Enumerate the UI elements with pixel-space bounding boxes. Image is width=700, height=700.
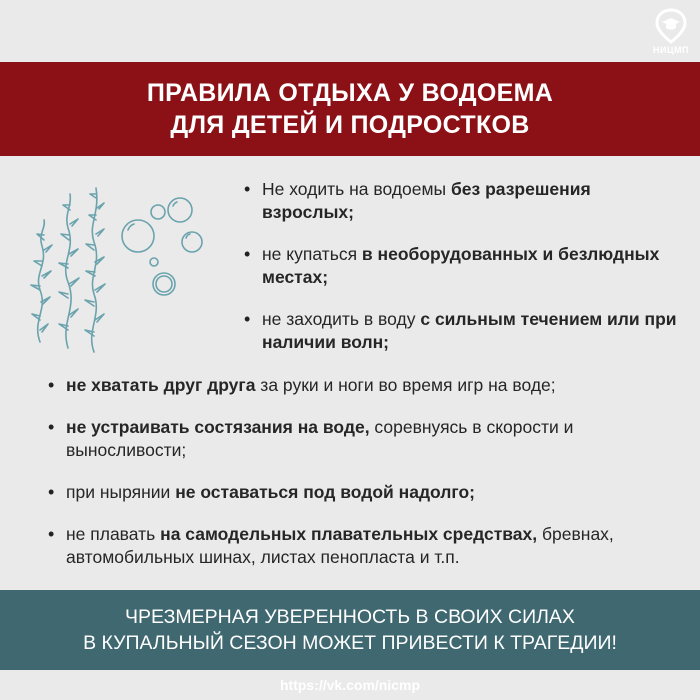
footer-warning-line-2: В КУПАЛЬНЫЙ СЕЗОН МОЖЕТ ПРИВЕСТИ К ТРАГЕДИИ!: [83, 632, 617, 654]
logo: [648, 8, 694, 60]
header-title-line-2: ДЛЯ ДЕТЕЙ И ПОДРОСТКОВ: [170, 111, 530, 139]
rules-list-upper: [242, 178, 682, 373]
graduation-cap-location-pin-icon: [654, 8, 688, 44]
list-item: • не плавать на самодельных плавательных средствах, бревнах, автомобильных шинах, листах пенопласта и т.п.: [46, 523, 686, 569]
rules-list-lower: [46, 374, 686, 588]
footer-warning-banner: [0, 590, 700, 670]
footer-warning-line-1: ЧРЕЗМЕРНАЯ УВЕРЕННОСТЬ В СВОИХ СИЛАХ: [125, 606, 575, 628]
list-item: • не заходить в воду с сильным течением или при наличии волн;: [242, 308, 682, 354]
list-item: • при нырянии не оставаться под водой надолго;: [46, 481, 686, 504]
source-url: https://vk.com/nicmp: [279, 677, 421, 693]
list-item: • не купаться в необорудованных и безлюдных местах;: [242, 243, 682, 289]
list-item: • не устраивать состязания на воде, соревнуясь в скорости и выносливости;: [46, 416, 686, 462]
seaweed-bubbles-icon: [22, 170, 222, 360]
list-item: • Не ходить на водоемы без разрешения взрослых;: [242, 178, 682, 224]
logo-text: НИЦМП: [652, 45, 689, 55]
header-banner: [0, 62, 700, 156]
header-title-line-1: ПРАВИЛА ОТДЫХА У ВОДОЕМА: [146, 79, 554, 107]
list-item: • не хватать друг друга за руки и ноги во время игр на воде;: [46, 374, 686, 397]
